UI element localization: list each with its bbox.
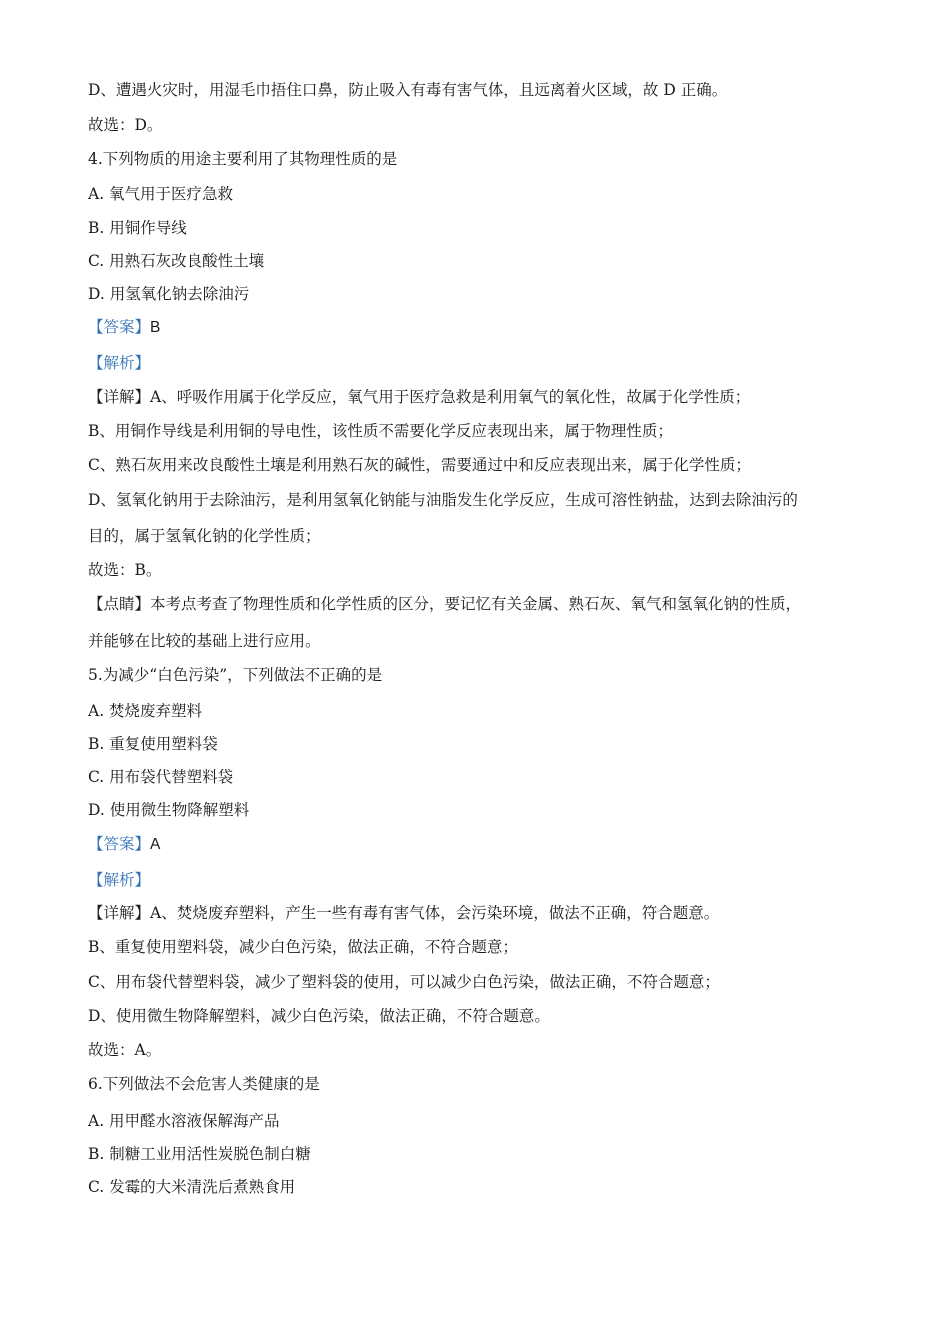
text-line: 故选：A。 [88, 1041, 162, 1059]
text-line: 目的，属于氢氧化钠的化学性质； [88, 527, 321, 545]
detail-line: 【详解】A、焚烧废弃塑料，产生一些有毒有害气体，会污染环境，做法不正确，符合题意。 [88, 904, 720, 922]
option-d: D. 使用微生物降解塑料 [88, 801, 250, 819]
answer-tag: 【答案】 [88, 835, 151, 853]
option-a: A. 用甲醛水溶液保解海产品 [88, 1112, 280, 1130]
option-b: B. 重复使用塑料袋 [88, 735, 218, 753]
analysis-line [88, 870, 150, 890]
option-a: A. 焚烧废弃塑料 [88, 702, 203, 720]
option-c: C. 发霉的大米清洗后煮熟食用 [88, 1178, 296, 1196]
analysis-line [88, 353, 150, 373]
text-line: D、氢氧化钠用于去除油污，是利用氢氧化钠能与油脂发生化学反应，生成可溶性钠盐，达到去除油污的 [88, 491, 798, 509]
answer-value: B [150, 319, 161, 336]
option-a: A. 氧气用于医疗急救 [88, 185, 234, 203]
text-line: 并能够在比较的基础上进行应用。 [88, 632, 321, 650]
option-d: D. 用氢氧化钠去除油污 [88, 285, 250, 303]
note-line: 【点睛】本考点考查了物理性质和化学性质的区分，要记忆有关金属、熟石灰、氧气和氢氧化钠的性质， [88, 595, 802, 613]
question-5-stem: 5.为减少“白色污染”，下列做法不正确的是 [88, 666, 383, 684]
option-b: B. 制糖工业用活性炭脱色制白糖 [88, 1145, 311, 1163]
answer-value: A [150, 836, 161, 853]
answer-line [88, 317, 160, 338]
text-line: 故选：D。 [88, 116, 163, 134]
option-c: C. 用布袋代替塑料袋 [88, 768, 234, 786]
text-line: D、遭遇火灾时，用湿毛巾捂住口鼻，防止吸入有毒有害气体，且远离着火区域，故 D 正确。 [88, 81, 728, 99]
text-line: B、重复使用塑料袋，减少白色污染，做法正确，不符合题意； [88, 938, 518, 956]
question-6-stem: 6.下列做法不会危害人类健康的是 [88, 1075, 320, 1093]
text-line: B、用铜作导线是利用铜的导电性，该性质不需要化学反应表现出来，属于物理性质； [88, 422, 673, 440]
analysis-tag: 【解析】 [88, 354, 151, 372]
option-c: C. 用熟石灰改良酸性土壤 [88, 252, 265, 270]
text-line: D、使用微生物降解塑料，减少白色污染，做法正确，不符合题意。 [88, 1007, 550, 1025]
answer-tag: 【答案】 [88, 318, 151, 336]
text-line: 故选：B。 [88, 561, 162, 579]
detail-line: 【详解】A、呼吸作用属于化学反应，氧气用于医疗急救是利用氧气的氧化性，故属于化学性质； [88, 388, 751, 406]
question-4-stem: 4.下列物质的用途主要利用了其物理性质的是 [88, 150, 398, 168]
analysis-tag: 【解析】 [88, 871, 151, 889]
text-line: C、用布袋代替塑料袋，减少了塑料袋的使用，可以减少白色污染，做法正确，不符合题意； [88, 973, 720, 991]
text-line: C、熟石灰用来改良酸性土壤是利用熟石灰的碱性，需要通过中和反应表现出来，属于化学性质； [88, 456, 751, 474]
option-b: B. 用铜作导线 [88, 219, 187, 237]
answer-line [88, 834, 160, 855]
